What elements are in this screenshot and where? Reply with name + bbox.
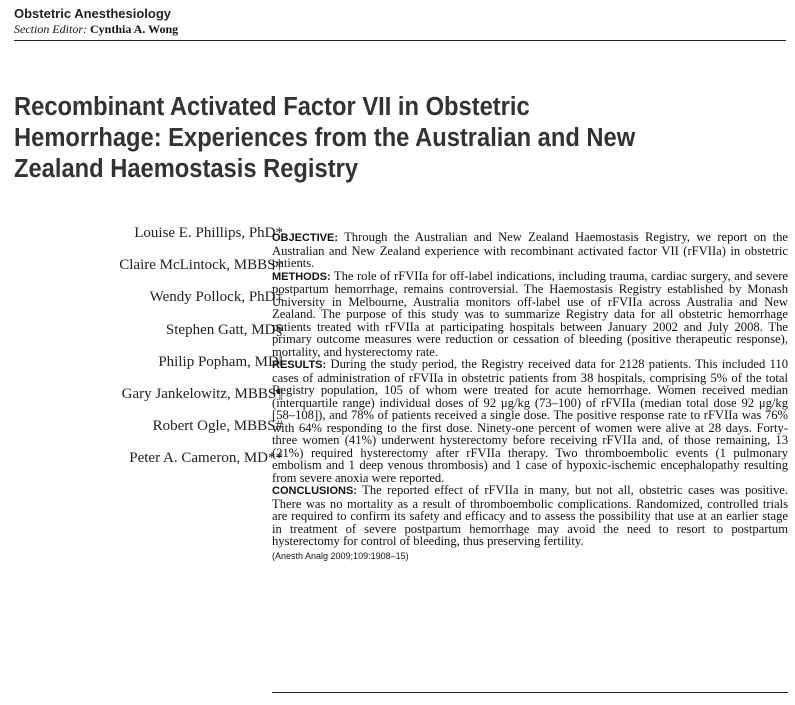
title-line: Hemorrhage: Experiences from the Australian and New xyxy=(14,124,636,152)
author: Claire McLintock, MBBS† xyxy=(119,257,283,274)
abstract-methods xyxy=(272,270,788,359)
results-text: During the study period, the Registry received data for 2128 patients. This included 110 cases of administration of rFVIIa in obstetric patients from 38 hospitals, comprising 5% of the total Registry population, 105 of whom were treated for acute hemorrhage. Women received median (interquartile range) individual doses of 92 μg/kg (73–100) of rFVIIa (median total dose 92 μg/kg [58–108]), and 78% of patients received a single dose. The positive response rate to rFVIIa was 76% with 64% responding to the first dose. Ninety-one percent of women were alive at 28 days. Forty-three women (41%) underwent hysterectomy before receiving rFVIIa and, of those remaining, 13 (21%) required hysterectomy after rFVIIa therapy. Two thromboembolic events (1 pulmonary embolism and 1 deep venous thrombosis) and 1 case of hypoxic-ischemic encephalopathy resulting from severe anoxia were reported. xyxy=(272,357,788,485)
abstract-objective xyxy=(272,231,788,270)
section-header xyxy=(14,6,178,37)
section-name: Obstetric Anesthesiology xyxy=(14,6,171,21)
results-heading: RESULTS: xyxy=(272,359,327,371)
article-title xyxy=(14,92,730,185)
author: Gary Jankelowitz, MBBS¶ xyxy=(121,385,283,402)
conclusions-text: The reported effect of rFVIIa in many, but not all, obstetric cases was positive. There was no mortality as a result of thromboembolic complications. Randomized, controlled trials are required to confirm its safety and efficacy and to assess the possibility that use at an earlier stage in treatment of severe postpartum hemorrhage may avoid the need to resort to postpartum hysterectomy for control of bleeding, thus preserving fertility. xyxy=(272,483,788,548)
author: Wendy Pollock, PhD‡ xyxy=(149,289,283,306)
abstract-bottom-divider xyxy=(272,692,788,693)
abstract-results xyxy=(272,358,788,484)
objective-heading: OBJECTIVE: xyxy=(272,232,339,244)
citation: (Anesth Analg 2009;109:1908–15) xyxy=(272,550,409,561)
title-line: Zealand Haemostasis Registry xyxy=(14,155,359,183)
header-divider xyxy=(14,40,786,41)
abstract-conclusions xyxy=(272,484,788,548)
abstract xyxy=(272,231,788,563)
author: Stephen Gatt, MD§ xyxy=(165,321,283,338)
section-editor xyxy=(14,22,178,37)
conclusions-heading: CONCLUSIONS: xyxy=(272,485,357,497)
section-editor-name: Cynthia A. Wong xyxy=(89,22,179,36)
section-editor-label: Section Editor: xyxy=(14,22,87,36)
title-line: Recombinant Activated Factor VII in Obstetric xyxy=(14,93,530,121)
objective-text: Through the Australian and New Zealand Haemostasis Registry, we report on the Australian and New Zealand experience with recombinant activated factor VII (rFVIIa) in obstetric patients. xyxy=(272,230,788,270)
author: Philip Popham, MD‖ xyxy=(158,353,283,370)
methods-text: The role of rFVIIa for off-label indications, including trauma, cardiac surgery, and severe postpartum hemorrhage, remains controversial. The Haemostasis Registry established by Monash University in Melbourne, Australia monitors off-label use of rFVIIa across Australia and New Zealand. The purpose of this study was to summarize Registry data for all obstetric hemorrhage patients treated with rFVIIa at participating hospitals between January 2002 and July 2008. The primary outcome measures were reduction or cessation of bleeding (positive therapeutic response), mortality, and hysterectomy rate. xyxy=(272,268,789,359)
author: Louise E. Phillips, PhD* xyxy=(134,225,283,241)
author-list xyxy=(20,225,283,483)
author: Peter A. Cameron, MD** xyxy=(129,450,283,467)
methods-heading: METHODS: xyxy=(272,270,331,283)
author: Robert Ogle, MBBS# xyxy=(152,418,283,435)
